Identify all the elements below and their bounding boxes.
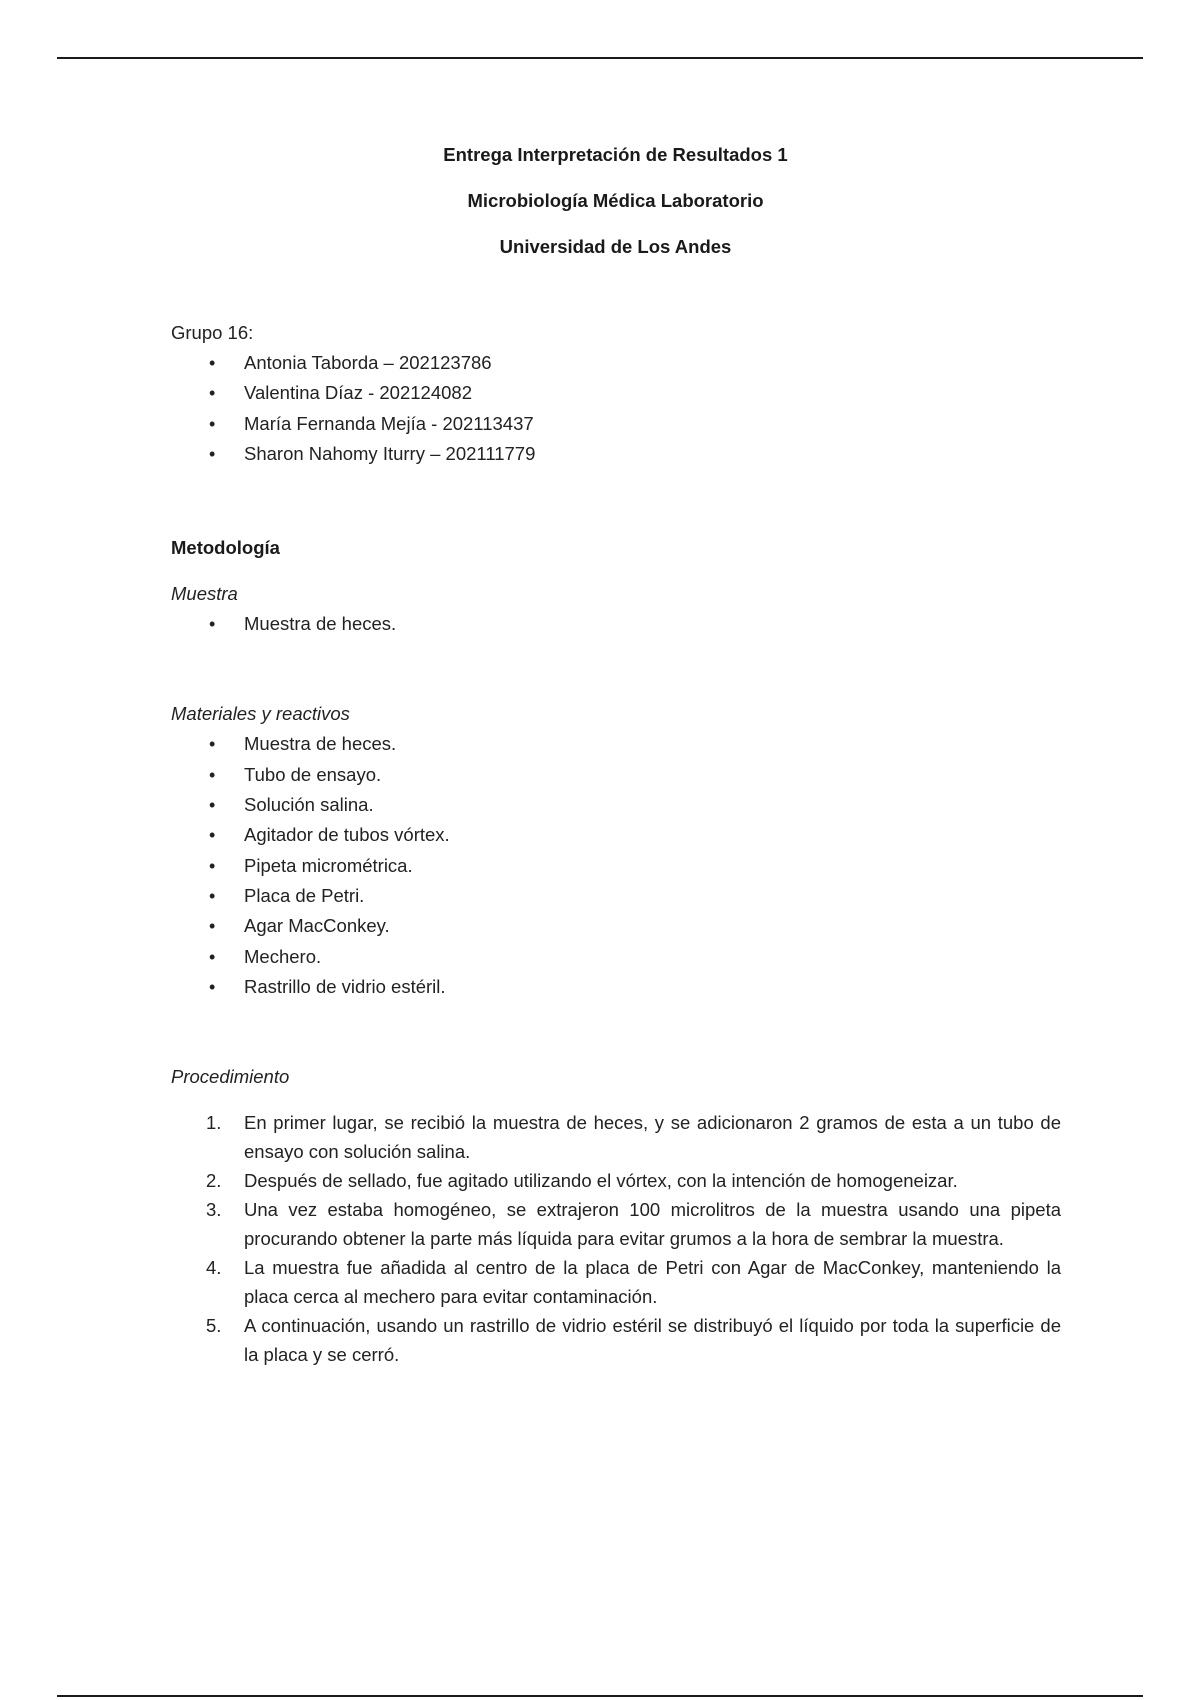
methodology-heading: Metodología: [171, 537, 280, 559]
list-item: • Rastrillo de vidrio estéril.: [171, 972, 1061, 1002]
list-item: • Tubo de ensayo.: [171, 760, 1061, 790]
step-text: A continuación, usando un rastrillo de vidrio estéril se distribuyó el líquido por toda la superficie de la placa y se cerró.: [244, 1315, 1061, 1366]
list-item: • Muestra de heces.: [171, 609, 1061, 639]
materials-list: [171, 729, 1061, 1002]
document-title: Entrega Interpretación de Resultados 1: [443, 144, 788, 165]
list-item: • Solución salina.: [171, 790, 1061, 820]
step-number: 5.: [206, 1315, 222, 1337]
course-name: Microbiología Médica Laboratorio: [467, 190, 764, 211]
list-item: • Placa de Petri.: [171, 881, 1061, 911]
group-members-list: [171, 348, 1061, 469]
list-item: • Agar MacConkey.: [171, 911, 1061, 941]
group-label: Grupo 16:: [171, 322, 254, 343]
page-top-rule: [57, 57, 1143, 59]
list-item: • María Fernanda Mejía - 202113437: [171, 409, 1061, 439]
procedure-heading: Procedimiento: [171, 1066, 290, 1088]
step-text: La muestra fue añadida al centro de la placa de Petri con Agar de MacConkey, manteniendo la placa cerca al mechero para evitar contaminación.: [244, 1257, 1061, 1308]
document-header: [170, 140, 1061, 278]
list-item: • Sharon Nahomy Iturry – 202111779: [171, 439, 1061, 469]
procedure-step: [171, 1166, 1061, 1195]
sample-list: [171, 609, 1061, 639]
document-body: [171, 140, 1061, 1369]
page-bottom-rule: [57, 1695, 1143, 1697]
list-item: • Mechero.: [171, 942, 1061, 972]
procedure-step: [171, 1311, 1061, 1369]
procedure-step: [171, 1195, 1061, 1253]
sample-heading: Muestra: [171, 583, 238, 605]
procedure-steps: [171, 1108, 1061, 1369]
list-item: • Antonia Taborda – 202123786: [171, 348, 1061, 378]
step-number: 1.: [206, 1112, 222, 1134]
step-text: Una vez estaba homogéneo, se extrajeron 100 microlitros de la muestra usando una pipeta procurando obtener la parte más líquida para evitar grumos a la hora de sembrar la muestra.: [244, 1199, 1061, 1250]
step-text: En primer lugar, se recibió la muestra de heces, y se adicionaron 2 gramos de esta a un tubo de ensayo con solución salina.: [244, 1112, 1061, 1163]
procedure-step: [171, 1253, 1061, 1311]
step-number: 4.: [206, 1257, 222, 1279]
step-number: 3.: [206, 1199, 222, 1221]
list-item: • Pipeta micrométrica.: [171, 851, 1061, 881]
step-number: 2.: [206, 1170, 222, 1192]
step-text: Después de sellado, fue agitado utilizando el vórtex, con la intención de homogeneizar.: [244, 1170, 958, 1192]
procedure-step: [171, 1108, 1061, 1166]
list-item: • Muestra de heces.: [171, 729, 1061, 759]
list-item: • Agitador de tubos vórtex.: [171, 820, 1061, 850]
materials-heading: Materiales y reactivos: [171, 703, 350, 725]
list-item: • Valentina Díaz - 202124082: [171, 378, 1061, 408]
university-name: Universidad de Los Andes: [499, 236, 732, 257]
